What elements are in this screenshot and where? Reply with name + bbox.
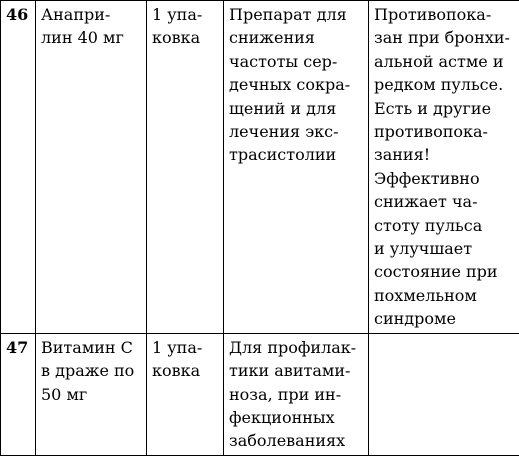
row-number: 46: [1, 1, 36, 334]
medicine-purpose: Для профилак- тики авитами- ноза, при ин- фекционных заболеваниях: [224, 333, 369, 455]
medicine-name: Анапри- лин 40 мг: [36, 1, 147, 334]
table-row: [1, 333, 519, 455]
medicine-notes: [369, 333, 519, 455]
medicine-notes: Противопока- зан при бронхи- альной астме и редком пульсе. Есть и другие противопока- зания! Эффективно снижает ча- стоту пульса и улучшает состояние при похмельном синдроме: [369, 1, 519, 334]
medicine-name: Витамин С в драже по 50 мг: [36, 333, 147, 455]
row-number: 47: [1, 333, 36, 455]
medicine-quantity: 1 упа- ковка: [147, 333, 224, 455]
medicine-purpose: Препарат для снижения частоты сер- дечных сокра- щений и для лечения экс- трасистолии: [224, 1, 369, 334]
medicine-quantity: 1 упа- ковка: [147, 1, 224, 334]
table-row: [1, 1, 519, 334]
